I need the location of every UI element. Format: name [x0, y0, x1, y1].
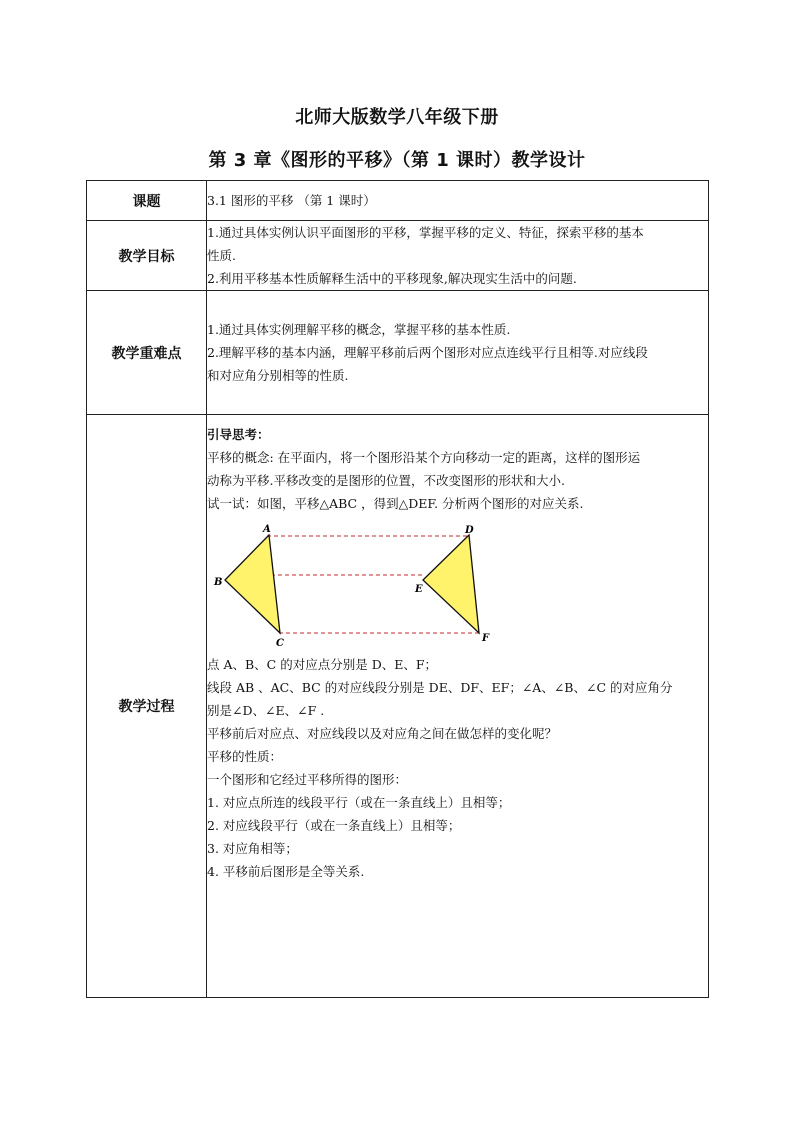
- lesson-plan-table: [86, 180, 709, 998]
- process-line: 平移前后对应点、对应线段以及对应角之间在做怎样的变化呢？: [207, 726, 558, 741]
- key-points-line: 和对应角分别相等的性质.: [207, 368, 349, 383]
- process-line: 平移的概念: 在平面内，将一个图形沿某个方向移动一定的距离，这样的图形运: [207, 450, 641, 465]
- process-line: 动称为平移.平移改变的是图形的位置，不改变图形的形状和大小.: [207, 473, 565, 488]
- objectives-content: [207, 221, 709, 291]
- vertex-label-a: A: [263, 524, 271, 535]
- objectives-line: 1.通过具体实例认识平面图形的平移，掌握平移的定义、特征，探索平移的基本: [207, 225, 644, 240]
- process-label: 教学过程: [87, 415, 207, 998]
- triangle-def: [423, 535, 479, 633]
- process-heading: 引导思考：: [207, 427, 270, 442]
- process-line: 1. 对应点所连的线段平行（或在一条直线上）且相等；: [207, 795, 511, 810]
- key-points-line: 2.理解平移的基本内涵，理解平移前后两个图形对应点连线平行且相等.对应线段: [207, 345, 648, 360]
- topic-label: 课题: [87, 181, 207, 221]
- vertex-label-c: C: [276, 638, 284, 647]
- vertex-label-b: B: [214, 577, 223, 588]
- row-objectives: [87, 221, 709, 291]
- row-topic: [87, 181, 709, 221]
- process-line: 试一试：如图，平移△ABC ，得到△DEF. 分析两个图形的对应关系.: [207, 496, 584, 511]
- row-process: [87, 415, 709, 998]
- vertex-label-f: F: [482, 633, 490, 644]
- document-title: 北师大版数学八年级下册: [295, 107, 499, 128]
- process-line: 3. 对应角相等；: [207, 841, 298, 856]
- process-line: 2. 对应线段平行（或在一条直线上）且相等；: [207, 818, 461, 833]
- process-line: 一个图形和它经过平移所得的图形：: [207, 772, 408, 787]
- process-content: [207, 415, 709, 998]
- objectives-label: 教学目标: [87, 221, 207, 291]
- key-points-label: 教学重难点: [87, 291, 207, 415]
- objectives-line: 性质.: [207, 248, 236, 263]
- process-line: 点 A、B、C 的对应点分别是 D、E、F；: [207, 657, 438, 672]
- process-line: 4. 平移前后图形是全等关系.: [207, 864, 365, 879]
- translation-figure: [207, 523, 507, 647]
- topic-text: 3.1 图形的平移 （第 1 课时）: [207, 181, 709, 221]
- process-line: 别是∠D、∠E、∠F .: [207, 703, 325, 718]
- row-key-points: [87, 291, 709, 415]
- process-line: 平移的性质：: [207, 749, 283, 764]
- vertex-label-d: D: [465, 525, 474, 536]
- triangle-abc: [225, 535, 280, 633]
- key-points-content: [207, 291, 709, 415]
- key-points-line: 1.通过具体实例理解平移的概念，掌握平移的基本性质.: [207, 322, 511, 337]
- vertex-label-e: E: [415, 584, 423, 595]
- objectives-line: 2.利用平移基本性质解释生活中的平移现象,解决现实生活中的问题.: [207, 271, 577, 286]
- document-subtitle: 第 3 章《图形的平移》（第 1 课时）教学设计: [208, 150, 586, 171]
- process-line: 线段 AB 、AC、BC 的对应线段分别是 DE、DF、EF；∠A、∠B、∠C 的对应角分: [207, 680, 673, 695]
